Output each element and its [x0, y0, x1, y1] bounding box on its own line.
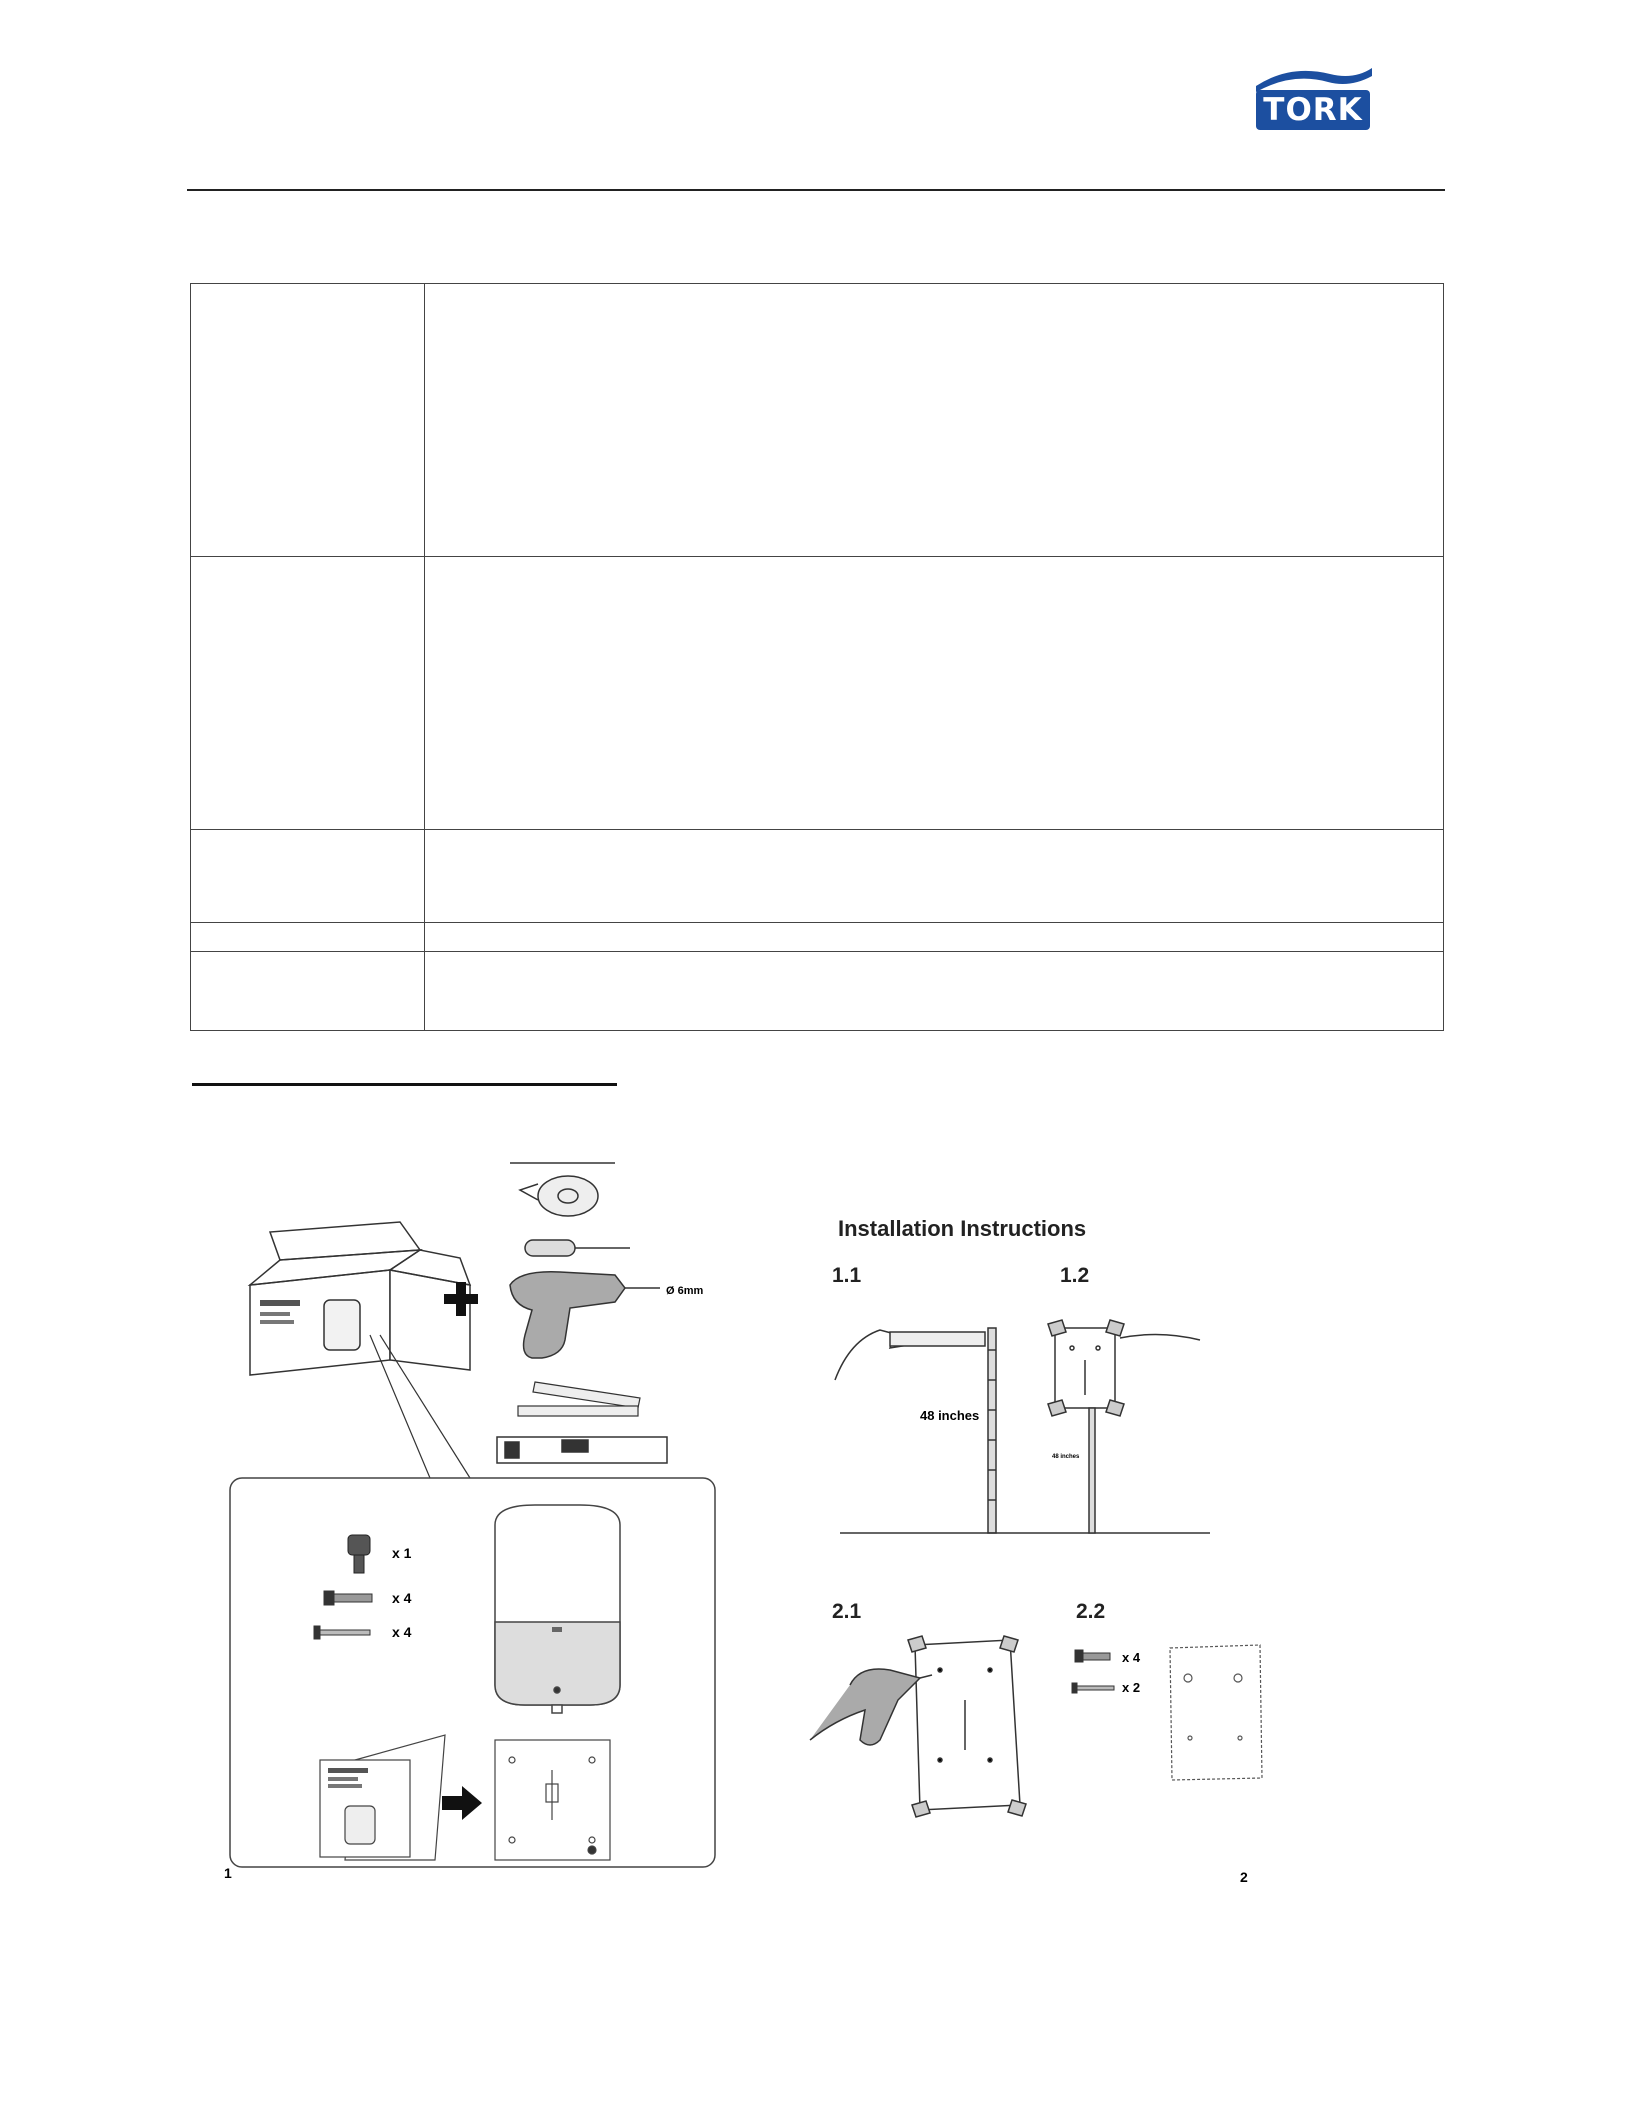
folding-ruler-icon	[518, 1382, 640, 1416]
spirit-level-icon	[497, 1437, 667, 1463]
installation-title: Installation Instructions	[838, 1216, 1087, 1241]
logo-wave-icon	[1250, 62, 1376, 92]
plug-qty: x 4	[1122, 1650, 1141, 1665]
table-row	[191, 952, 1444, 1031]
screwdriver-icon	[525, 1240, 630, 1256]
tape-dispenser-icon	[510, 1163, 615, 1216]
drill-holes-scene	[810, 1636, 1026, 1817]
drill-bit-label: Ø 6mm	[666, 1285, 704, 1297]
figure-2-number: 2	[1240, 1869, 1248, 1885]
screw-qty-2: x 2	[1122, 1680, 1141, 1695]
table-row	[191, 830, 1444, 923]
spec-table	[190, 283, 1444, 1031]
section-heading-rule	[192, 1083, 617, 1086]
height-label-small: 48 inches	[1052, 1454, 1080, 1460]
drill-icon	[510, 1272, 660, 1358]
table-row	[191, 557, 1444, 830]
step-1-1-label: 1.1	[832, 1264, 862, 1287]
mounted-holes-scene	[1170, 1645, 1262, 1780]
header-rule	[187, 189, 1445, 191]
table-row	[191, 284, 1444, 557]
wall-plug-qty: x 4	[392, 1590, 412, 1606]
figure-2-illustration	[780, 1300, 1300, 1900]
wall-plug-icon	[1075, 1650, 1110, 1662]
key-qty: x 1	[392, 1545, 412, 1561]
dispenser-icon	[495, 1505, 620, 1713]
tork-logo	[1250, 62, 1376, 142]
step-1-2-label: 1.2	[1060, 1264, 1090, 1287]
step-2-2-label: 2.2	[1076, 1600, 1106, 1623]
logo-wordmark: TORK	[1256, 90, 1370, 130]
screw-icon	[1072, 1683, 1114, 1693]
height-label: 48 inches	[920, 1408, 980, 1423]
screw-qty: x 4	[392, 1624, 412, 1640]
measure-height-scene	[835, 1328, 1210, 1533]
product-box-icon	[250, 1222, 470, 1375]
table-row	[191, 923, 1444, 952]
step-2-1-label: 2.1	[832, 1600, 862, 1623]
tape-template-scene	[1048, 1320, 1200, 1533]
figure-1-number: 1	[224, 1865, 232, 1880]
drilling-template-icon	[495, 1740, 610, 1860]
figure-1-illustration	[220, 1160, 740, 1880]
